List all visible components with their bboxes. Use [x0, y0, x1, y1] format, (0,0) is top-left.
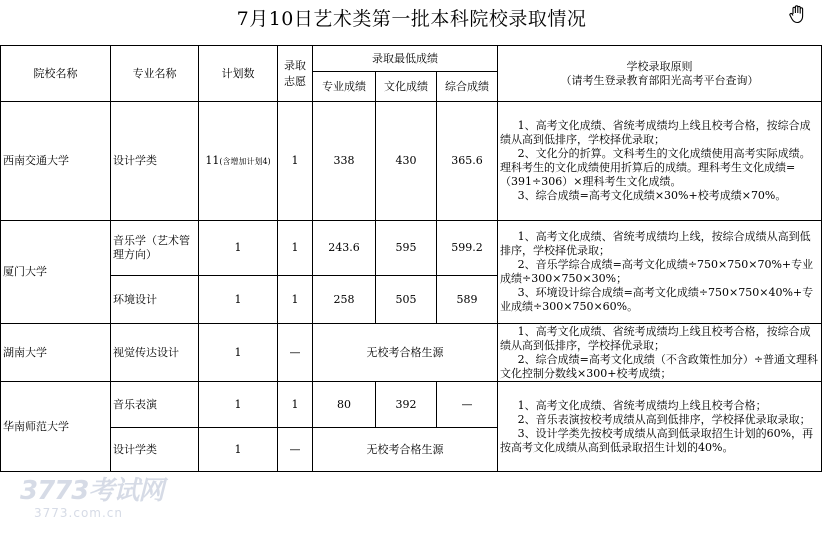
rule-line: 3、环境设计综合成绩=高考文化成绩÷750×750×40%+专业成绩÷300×750×60%。: [500, 286, 814, 313]
plan-count: 1: [199, 382, 278, 428]
rule-line: 2、音乐学综合成绩=高考文化成绩÷750×750×70%+专业成绩÷300×750×30%；: [500, 258, 814, 285]
volunteer: —: [278, 324, 313, 382]
header-rules-subtitle: （请考生登录教育部阳光高考平台查询）: [560, 73, 759, 87]
no-qualified-candidates: 无校考合格生源: [313, 324, 498, 382]
watermark-logo: 3773考试网: [20, 476, 164, 506]
rule-line: 2、音乐表演按校考成绩从高到低排序，学校择优录取录取；: [517, 412, 811, 426]
volunteer: 1: [278, 276, 313, 324]
header-min-scores: 录取最低成绩: [313, 46, 498, 72]
culture-score: 430: [376, 102, 437, 221]
no-qualified-candidates: 无校考合格生源: [313, 428, 498, 472]
watermark-url: 3773.com.cn: [34, 506, 123, 520]
header-school: 院校名称: [1, 46, 111, 102]
admission-table: [0, 45, 822, 472]
admission-rules: [498, 221, 822, 324]
header-culture-score: 文化成绩: [376, 72, 437, 102]
rule-line: 1、高考文化成绩、省统考成绩均上线，按综合成绩从高到低排序，学校择优录取；: [500, 230, 811, 257]
major-name: 音乐学（艺术管理方向）: [111, 221, 199, 276]
plan-count: 1: [199, 428, 278, 472]
header-rules: [498, 46, 822, 102]
rule-line: 2、综合成绩=高考文化成绩（不含政策性加分）÷普通文理科文化控制分数线×300+校考成绩；: [500, 352, 819, 380]
major-name: 音乐表演: [111, 382, 199, 428]
school-name: 厦门大学: [1, 221, 111, 324]
rule-line: 3、综合成绩=高考文化成绩×30%+校考成绩×70%。: [517, 189, 787, 202]
prof-score: 80: [313, 382, 376, 428]
header-major: 专业名称: [111, 46, 199, 102]
overall-score: 589: [437, 276, 498, 324]
school-name: 华南师范大学: [1, 382, 111, 472]
table-row: [1, 221, 822, 276]
table-row: [1, 324, 822, 382]
rule-line: 3、设计学类先按校考成绩从高到低录取招生计划的60%，再按高考文化成绩从高到低录取招生计划的40%。: [500, 426, 814, 454]
plan-count: [199, 102, 278, 221]
school-name: 湖南大学: [1, 324, 111, 382]
prof-score: 338: [313, 102, 376, 221]
header-overall-score: 综合成绩: [437, 72, 498, 102]
admission-rules: [498, 324, 822, 382]
plan-count: 1: [199, 276, 278, 324]
plan-count: 1: [199, 221, 278, 276]
admission-rules: [498, 102, 822, 221]
prof-score: 258: [313, 276, 376, 324]
overall-score: 365.6: [437, 102, 498, 221]
hand-cursor-icon: [787, 3, 809, 25]
header-row-1: [1, 46, 822, 72]
header-rules-title: 学校录取原则: [626, 59, 693, 73]
volunteer: 1: [278, 382, 313, 428]
header-plan: 计划数: [199, 46, 278, 102]
plan-count: 1: [199, 324, 278, 382]
plan-count-main: 11: [205, 153, 220, 167]
culture-score: 392: [376, 382, 437, 428]
page-title: 7月10日艺术类第一批本科院校录取情况: [236, 8, 587, 30]
school-name: 西南交通大学: [1, 102, 111, 221]
major-name: 环境设计: [111, 276, 199, 324]
major-name: 设计学类: [111, 102, 199, 221]
header-prof-score: 专业成绩: [313, 72, 376, 102]
table-row: [1, 102, 822, 221]
culture-score: 505: [376, 276, 437, 324]
rule-line: 2、文化分的折算。文科考生的文化成绩使用高考实际成绩。理科考生的文化成绩使用折算后的成绩。理科考生文化成绩=（391÷306）×理科考生文化成绩。: [500, 147, 811, 188]
header-volunteer: 录取志愿: [278, 46, 313, 102]
volunteer: 1: [278, 102, 313, 221]
admission-rules: [498, 382, 822, 472]
prof-score: 243.6: [313, 221, 376, 276]
rule-line: 1、高考文化成绩、省统考成绩均上线且校考合格；: [517, 398, 767, 412]
major-name: 视觉传达设计: [111, 324, 199, 382]
volunteer: 1: [278, 221, 313, 276]
major-name: 设计学类: [111, 428, 199, 472]
table-row: [1, 382, 822, 428]
overall-score: —: [437, 382, 498, 428]
culture-score: 595: [376, 221, 437, 276]
rule-line: 1、高考文化成绩、省统考成绩均上线且校考合格，按综合成绩从高到低排序，学校择优录取；: [500, 119, 811, 146]
plan-count-note: (含增加计划4): [219, 156, 271, 166]
volunteer: —: [278, 428, 313, 472]
rule-line: 1、高考文化成绩、省统考成绩均上线且校考合格，按综合成绩从高到低排序，学校择优录取；: [500, 324, 811, 352]
overall-score: 599.2: [437, 221, 498, 276]
